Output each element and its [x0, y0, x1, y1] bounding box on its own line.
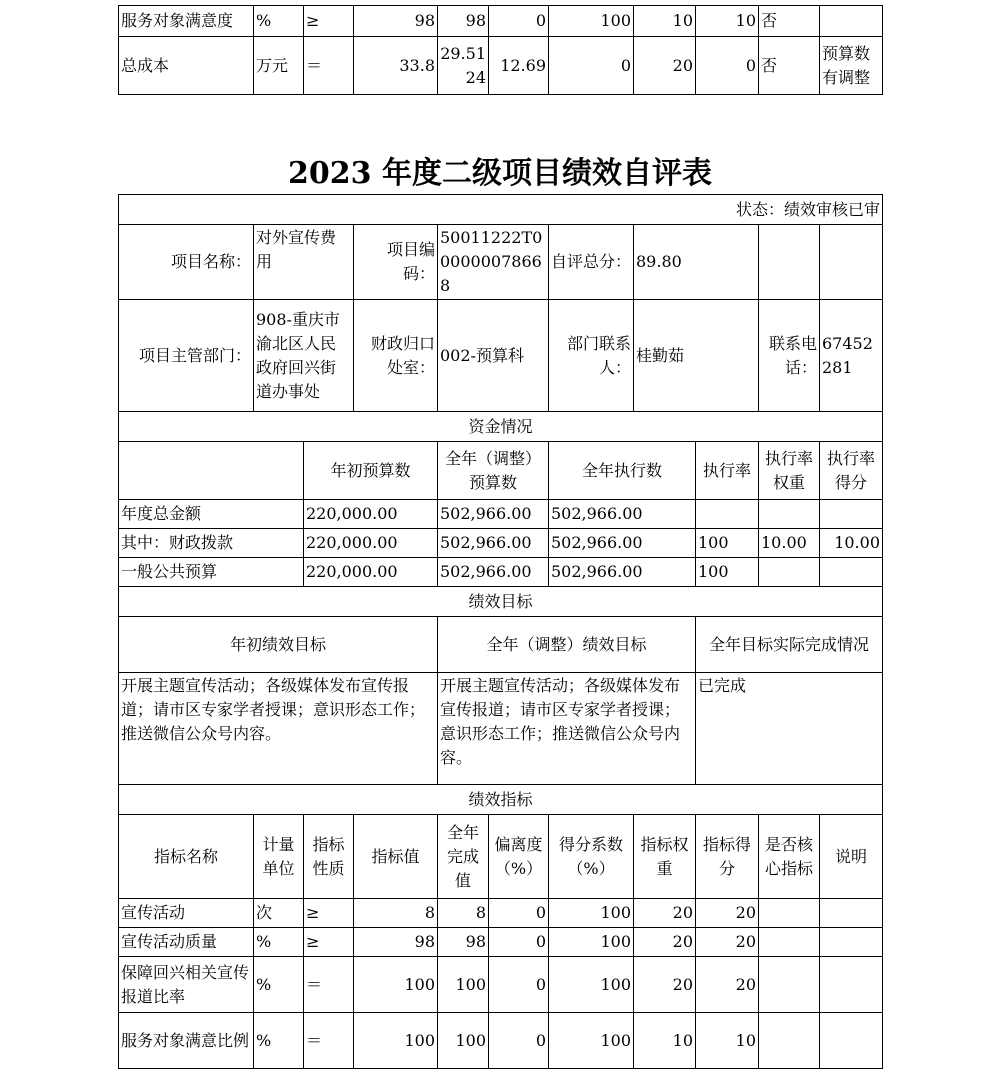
cell: [759, 899, 820, 928]
col-header: 指标得分: [696, 815, 759, 899]
empty-cell: [759, 225, 820, 300]
cell: 次: [254, 899, 304, 928]
funds-section-title: 资金情况: [119, 412, 883, 442]
cell: 98: [354, 6, 438, 37]
indicators-header-row: [119, 815, 883, 899]
cell: [820, 928, 883, 957]
cell: 万元: [254, 37, 304, 95]
cell: %: [254, 1013, 304, 1069]
cell: 100: [549, 928, 634, 957]
cell: ＝: [304, 1013, 354, 1069]
cell: 保障回兴相关宣传报道比率: [119, 957, 254, 1013]
dept-label: 项目主管部门：: [119, 300, 254, 412]
table-row: [119, 529, 883, 558]
cell: 0: [696, 37, 759, 95]
cell: 33.8: [354, 37, 438, 95]
col-header: 全年执行数: [549, 442, 696, 500]
col-header: 年初预算数: [304, 442, 438, 500]
cell: 否: [759, 37, 820, 95]
table-row: [119, 928, 883, 957]
cell: 29.5124: [438, 37, 489, 95]
row-label: 其中：财政拨款: [119, 529, 304, 558]
col-header: 全年目标实际完成情况: [696, 617, 883, 673]
col-header: 指标性质: [304, 815, 354, 899]
cell: 20: [634, 899, 696, 928]
cell: 0: [489, 928, 549, 957]
col-header: 指标值: [354, 815, 438, 899]
cell: 服务对象满意度: [119, 6, 254, 37]
dept-row: [119, 300, 883, 412]
goals-section-row: [119, 587, 883, 617]
office-label: 财政归口处室：: [354, 300, 438, 412]
cell: 总成本: [119, 37, 254, 95]
project-name-row: [119, 225, 883, 300]
cell: 宣传活动质量: [119, 928, 254, 957]
cell: ＝: [304, 37, 354, 95]
cell: 502,966.00: [549, 558, 696, 587]
cell: 100: [549, 957, 634, 1013]
cell: 100: [549, 6, 634, 37]
cell: [759, 1013, 820, 1069]
cell: 98: [354, 928, 438, 957]
cell: 220,000.00: [304, 529, 438, 558]
cell: 10.00: [759, 529, 820, 558]
col-header: 执行率: [696, 442, 759, 500]
cell: 12.69: [489, 37, 549, 95]
cell: ＝: [304, 957, 354, 1013]
cell: [820, 558, 883, 587]
cell: 20: [634, 37, 696, 95]
cell: 预算数有调整: [820, 37, 883, 95]
initial-goal-text: 开展主题宣传活动；各级媒体发布宣传报道；请市区专家学者授课；意识形态工作；推送微信公众号内容。: [119, 673, 438, 785]
funds-section-row: [119, 412, 883, 442]
cell: %: [254, 6, 304, 37]
cell: 100: [696, 529, 759, 558]
cell: 220,000.00: [304, 558, 438, 587]
cell: 20: [634, 928, 696, 957]
cell: ≥: [304, 6, 354, 37]
col-header: 得分系数（%）: [549, 815, 634, 899]
cell: ≥: [304, 899, 354, 928]
cell: [820, 957, 883, 1013]
cell: 0: [489, 957, 549, 1013]
cell: 100: [549, 899, 634, 928]
col-header: 执行率得分: [820, 442, 883, 500]
cell: ≥: [304, 928, 354, 957]
project-name-label: 项目名称：: [119, 225, 254, 300]
cell: 8: [354, 899, 438, 928]
col-header: 执行率权重: [759, 442, 820, 500]
table-row: [119, 957, 883, 1013]
cell: 10: [696, 1013, 759, 1069]
table-row: [119, 558, 883, 587]
project-name-value: 对外宣传费用: [254, 225, 354, 300]
cell: 100: [354, 957, 438, 1013]
table-row: [119, 1013, 883, 1069]
cell: 502,966.00: [438, 529, 549, 558]
contact-value: 桂勤茹: [634, 300, 759, 412]
cell: 98: [438, 6, 489, 37]
dept-value: 908-重庆市渝北区人民政府回兴街道办事处: [254, 300, 354, 412]
cell: 100: [438, 957, 489, 1013]
page-title: 2023 年度二级项目绩效自评表: [288, 156, 712, 191]
project-code-value: 50011222T000000078668: [438, 225, 549, 300]
cell: [759, 957, 820, 1013]
cell: [820, 500, 883, 529]
col-header: 指标权重: [634, 815, 696, 899]
row-label: 一般公共预算: [119, 558, 304, 587]
cell: 502,966.00: [549, 529, 696, 558]
cell: 20: [696, 899, 759, 928]
cell: 8: [438, 899, 489, 928]
empty-cell: [119, 442, 304, 500]
cell: 20: [634, 957, 696, 1013]
col-header: 偏离度（%）: [489, 815, 549, 899]
cell: 10: [634, 1013, 696, 1069]
cell: 10: [696, 6, 759, 37]
cell: 0: [489, 899, 549, 928]
cell: %: [254, 928, 304, 957]
actual-completion-text: 已完成: [696, 673, 883, 785]
goals-section-title: 绩效目标: [119, 587, 883, 617]
empty-cell: [820, 225, 883, 300]
cell: 否: [759, 6, 820, 37]
col-header: 全年（调整）绩效目标: [438, 617, 696, 673]
table-row: [119, 6, 883, 37]
cell: 10.00: [820, 529, 883, 558]
cell: 98: [438, 928, 489, 957]
phone-value: 67452281: [820, 300, 883, 412]
indicators-section-row: [119, 785, 883, 815]
cell: 20: [696, 957, 759, 1013]
phone-label: 联系电话：: [759, 300, 820, 412]
cell: 0: [549, 37, 634, 95]
office-value: 002-预算科: [438, 300, 549, 412]
goals-content-row: [119, 673, 883, 785]
col-header: 年初绩效目标: [119, 617, 438, 673]
cell: %: [254, 957, 304, 1013]
adjusted-goal-text: 开展主题宣传活动；各级媒体发布宣传报道；请市区专家学者授课；意识形态工作；推送微信公众号内容。: [438, 673, 696, 785]
status-text: 状态：绩效审核已审: [119, 195, 883, 225]
cell: 100: [696, 558, 759, 587]
cell: 10: [634, 6, 696, 37]
col-header: 计量单位: [254, 815, 304, 899]
indicators-section-title: 绩效指标: [119, 785, 883, 815]
cell: [759, 928, 820, 957]
contact-label: 部门联系人：: [549, 300, 634, 412]
cell: [759, 558, 820, 587]
cell: 502,966.00: [438, 558, 549, 587]
cell: 100: [438, 1013, 489, 1069]
status-row: [119, 195, 883, 225]
score-label: 自评总分：: [549, 225, 634, 300]
cell: [820, 6, 883, 37]
col-header: 说明: [820, 815, 883, 899]
funds-header-row: [119, 442, 883, 500]
table-row: [119, 37, 883, 95]
table-row: [119, 899, 883, 928]
row-label: 年度总金额: [119, 500, 304, 529]
project-code-label: 项目编码：: [354, 225, 438, 300]
cell: 0: [489, 6, 549, 37]
col-header: 全年完成值: [438, 815, 489, 899]
cell: 100: [354, 1013, 438, 1069]
col-header: 全年（调整）预算数: [438, 442, 549, 500]
cell: [820, 899, 883, 928]
goals-header-row: [119, 617, 883, 673]
col-header: 是否核心指标: [759, 815, 820, 899]
cell: 100: [549, 1013, 634, 1069]
col-header: 指标名称: [119, 815, 254, 899]
cell: 0: [489, 1013, 549, 1069]
cell: 宣传活动: [119, 899, 254, 928]
table-row: [119, 500, 883, 529]
cell: 服务对象满意比例: [119, 1013, 254, 1069]
score-value: 89.80: [634, 225, 759, 300]
cell: [696, 500, 759, 529]
cell: [820, 1013, 883, 1069]
evaluation-table: [118, 194, 883, 1069]
previous-indicator-table: [118, 5, 883, 95]
cell: 502,966.00: [549, 500, 696, 529]
cell: 20: [696, 928, 759, 957]
cell: [759, 500, 820, 529]
cell: 220,000.00: [304, 500, 438, 529]
cell: 502,966.00: [438, 500, 549, 529]
